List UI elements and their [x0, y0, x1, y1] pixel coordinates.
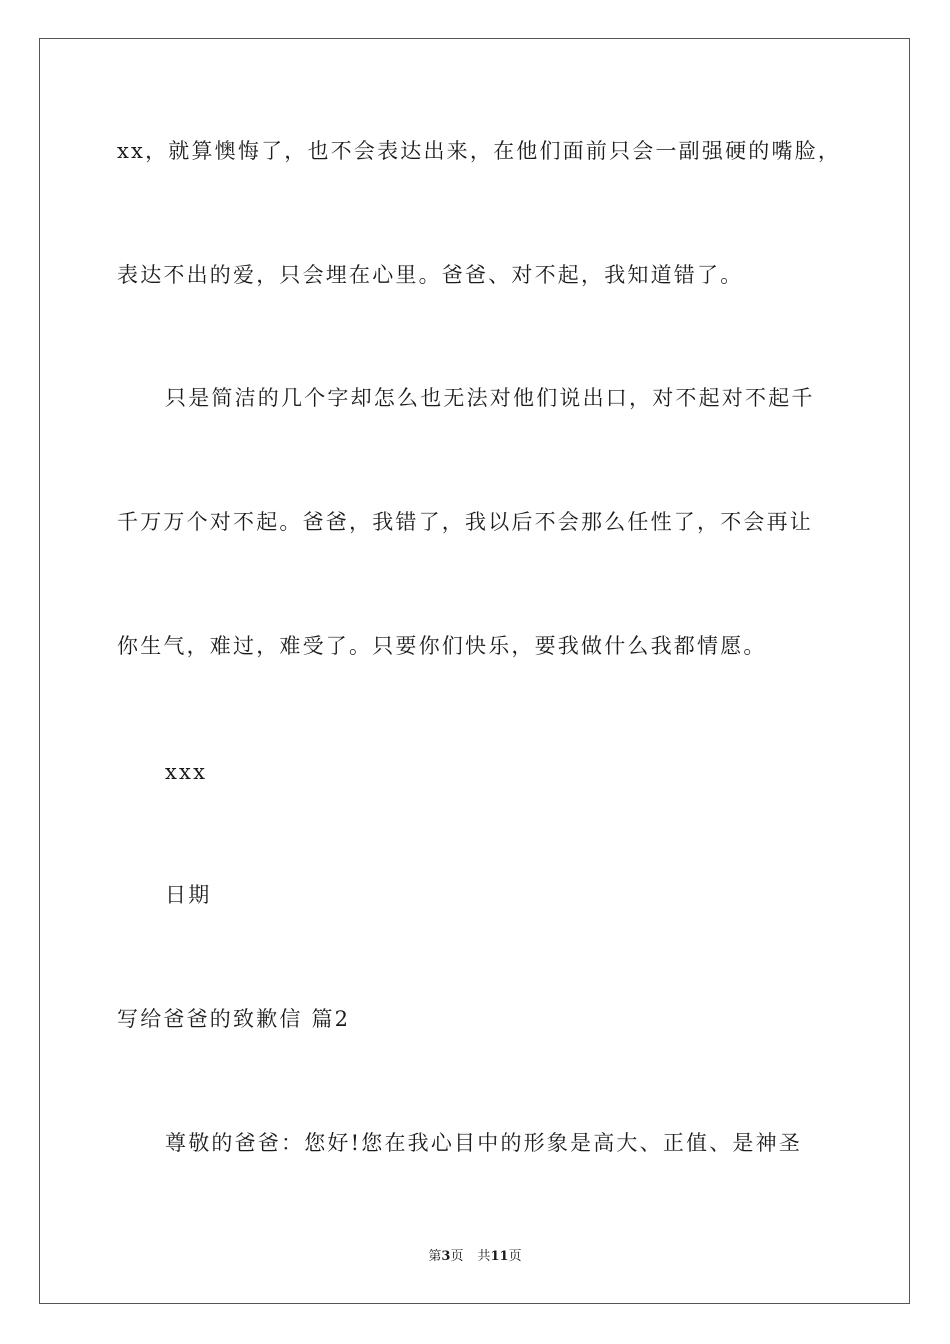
signature-date: 日期: [165, 883, 212, 907]
body-line-4: 千万万个对不起。爸爸，我错了，我以后不会那么任性了，不会再让: [117, 510, 813, 534]
body-line-5: 你生气，难过，难受了。只要你们快乐，要我做什么我都情愿。: [117, 634, 767, 658]
section-heading: 写给爸爸的致歉信 篇2: [117, 1007, 351, 1031]
footer-page-suffix: 页: [450, 1249, 464, 1264]
footer-total-number: 11: [490, 1249, 509, 1264]
footer-page-number: 3: [441, 1249, 451, 1264]
page-footer: [0, 1248, 950, 1266]
body-line-6: 尊敬的爸爸：您好!您在我心目中的形象是高大、正值、是神圣: [165, 1131, 803, 1155]
page-frame: [39, 38, 910, 1304]
body-line-2: 表达不出的爱，只会埋在心里。爸爸、对不起，我知道错了。: [117, 263, 744, 287]
footer-total-prefix: 共: [477, 1249, 491, 1264]
signature-name: xxx: [165, 760, 208, 784]
body-line-3: 只是简洁的几个字却怎么也无法对他们说出口，对不起对不起千: [165, 386, 815, 410]
footer-total-suffix: 页: [508, 1249, 522, 1264]
body-line-1: xx，就算懊悔了，也不会表达出来，在他们面前只会一副强硬的嘴脸，: [117, 139, 842, 163]
footer-page-prefix: 第: [428, 1249, 442, 1264]
